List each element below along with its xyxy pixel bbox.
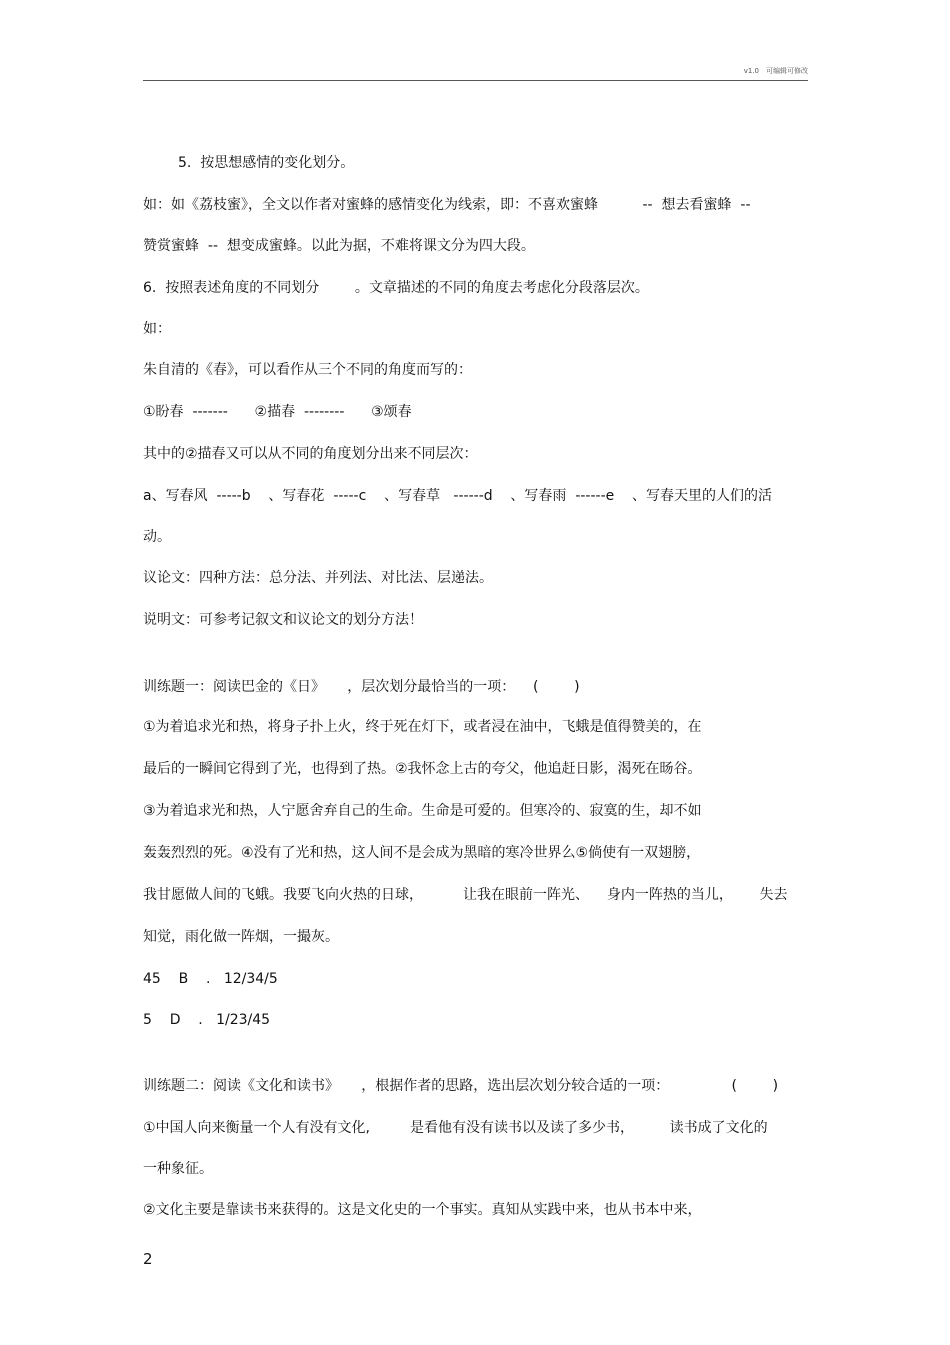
answer-option: 5 D . 1/23/45	[143, 1012, 271, 1028]
exercise-two-title: 训练题二：阅读《文化和读书》 ，根据作者的思路，选出层次划分较合适的一项： ( )	[143, 1078, 779, 1094]
page-number: 2	[143, 1250, 153, 1268]
text-line: ②文化主要是靠读书来获得的。这是文化史的一个事实。真知从实践中来，也从书本中来，	[143, 1202, 702, 1218]
text-line: 如：	[143, 321, 171, 337]
text-line: 朱自清的《春》，可以看作从三个不同的角度而写的：	[143, 362, 472, 378]
page-header-text: v1.0 可编辑可修改	[743, 67, 808, 75]
text-line: 6. 按照表述角度的不同划分 。文章描述的不同的角度去考虑化分段落层次。	[143, 280, 649, 296]
text-line: ①盼春 ------- ②描春 -------- ③颂春	[143, 404, 412, 420]
text-line: 我甘愿做人间的飞蛾。我要飞向火热的日球， 让我在眼前一阵光、 身内一阵热的当儿， 失去	[143, 887, 788, 903]
text-line: 赞赏蜜蜂 -- 想变成蜜蜂。以此为据，不难将课文分为四大段。	[143, 238, 535, 254]
text-line: 一种象征。	[143, 1161, 213, 1177]
text-line: 其中的②描春又可以从不同的角度划分出来不同层次：	[143, 446, 478, 462]
text-line: 议论文：四种方法：总分法、并列法、对比法、层递法。	[143, 570, 493, 586]
text-line: 最后的一瞬间它得到了光，也得到了热。②我怀念上古的夸父，他追赶日影，渴死在旸谷。	[143, 761, 702, 777]
answer-option: 45 B . 12/34/5	[143, 971, 278, 987]
text-line: 5. 按思想感情的变化划分。	[178, 155, 355, 171]
text-line: a、写春风 -----b 、写春花 -----c 、写春草 ------d 、写春雨 ------e 、写春天里的人们的活	[143, 488, 773, 504]
text-line: 知觉，雨化做一阵烟，一撮灰。	[143, 929, 339, 945]
header-divider	[143, 80, 808, 81]
text-line: 动。	[143, 529, 171, 545]
text-line: ①为着追求光和热，将身子扑上火，终于死在灯下，或者浸在油中，飞蛾是值得赞美的，在	[143, 719, 702, 735]
text-line: 轰轰烈烈的死。④没有了光和热，这人间不是会成为黑暗的寒冷世界么⑤倘使有一双翅膀，	[143, 845, 701, 861]
text-line: 说明文：可参考记叙文和议论文的划分方法！	[143, 612, 423, 628]
text-line: ③为着追求光和热，人宁愿舍弃自己的生命。生命是可爱的。但寒冷的、寂寞的生，却不如	[143, 803, 702, 819]
text-line: ①中国人向来衡量一个人有没有文化, 是看他有没有读书以及读了多少书， 读书成了文化的	[143, 1120, 768, 1136]
exercise-one-title: 训练题一：阅读巴金的《日》 ，层次划分最恰当的一项： ( )	[143, 679, 580, 695]
text-line: 如：如《荔枝蜜》，全文以作者对蜜蜂的感情变化为线索，即：不喜欢蜜蜂 -- 想去看蜜蜂 --	[143, 197, 751, 213]
